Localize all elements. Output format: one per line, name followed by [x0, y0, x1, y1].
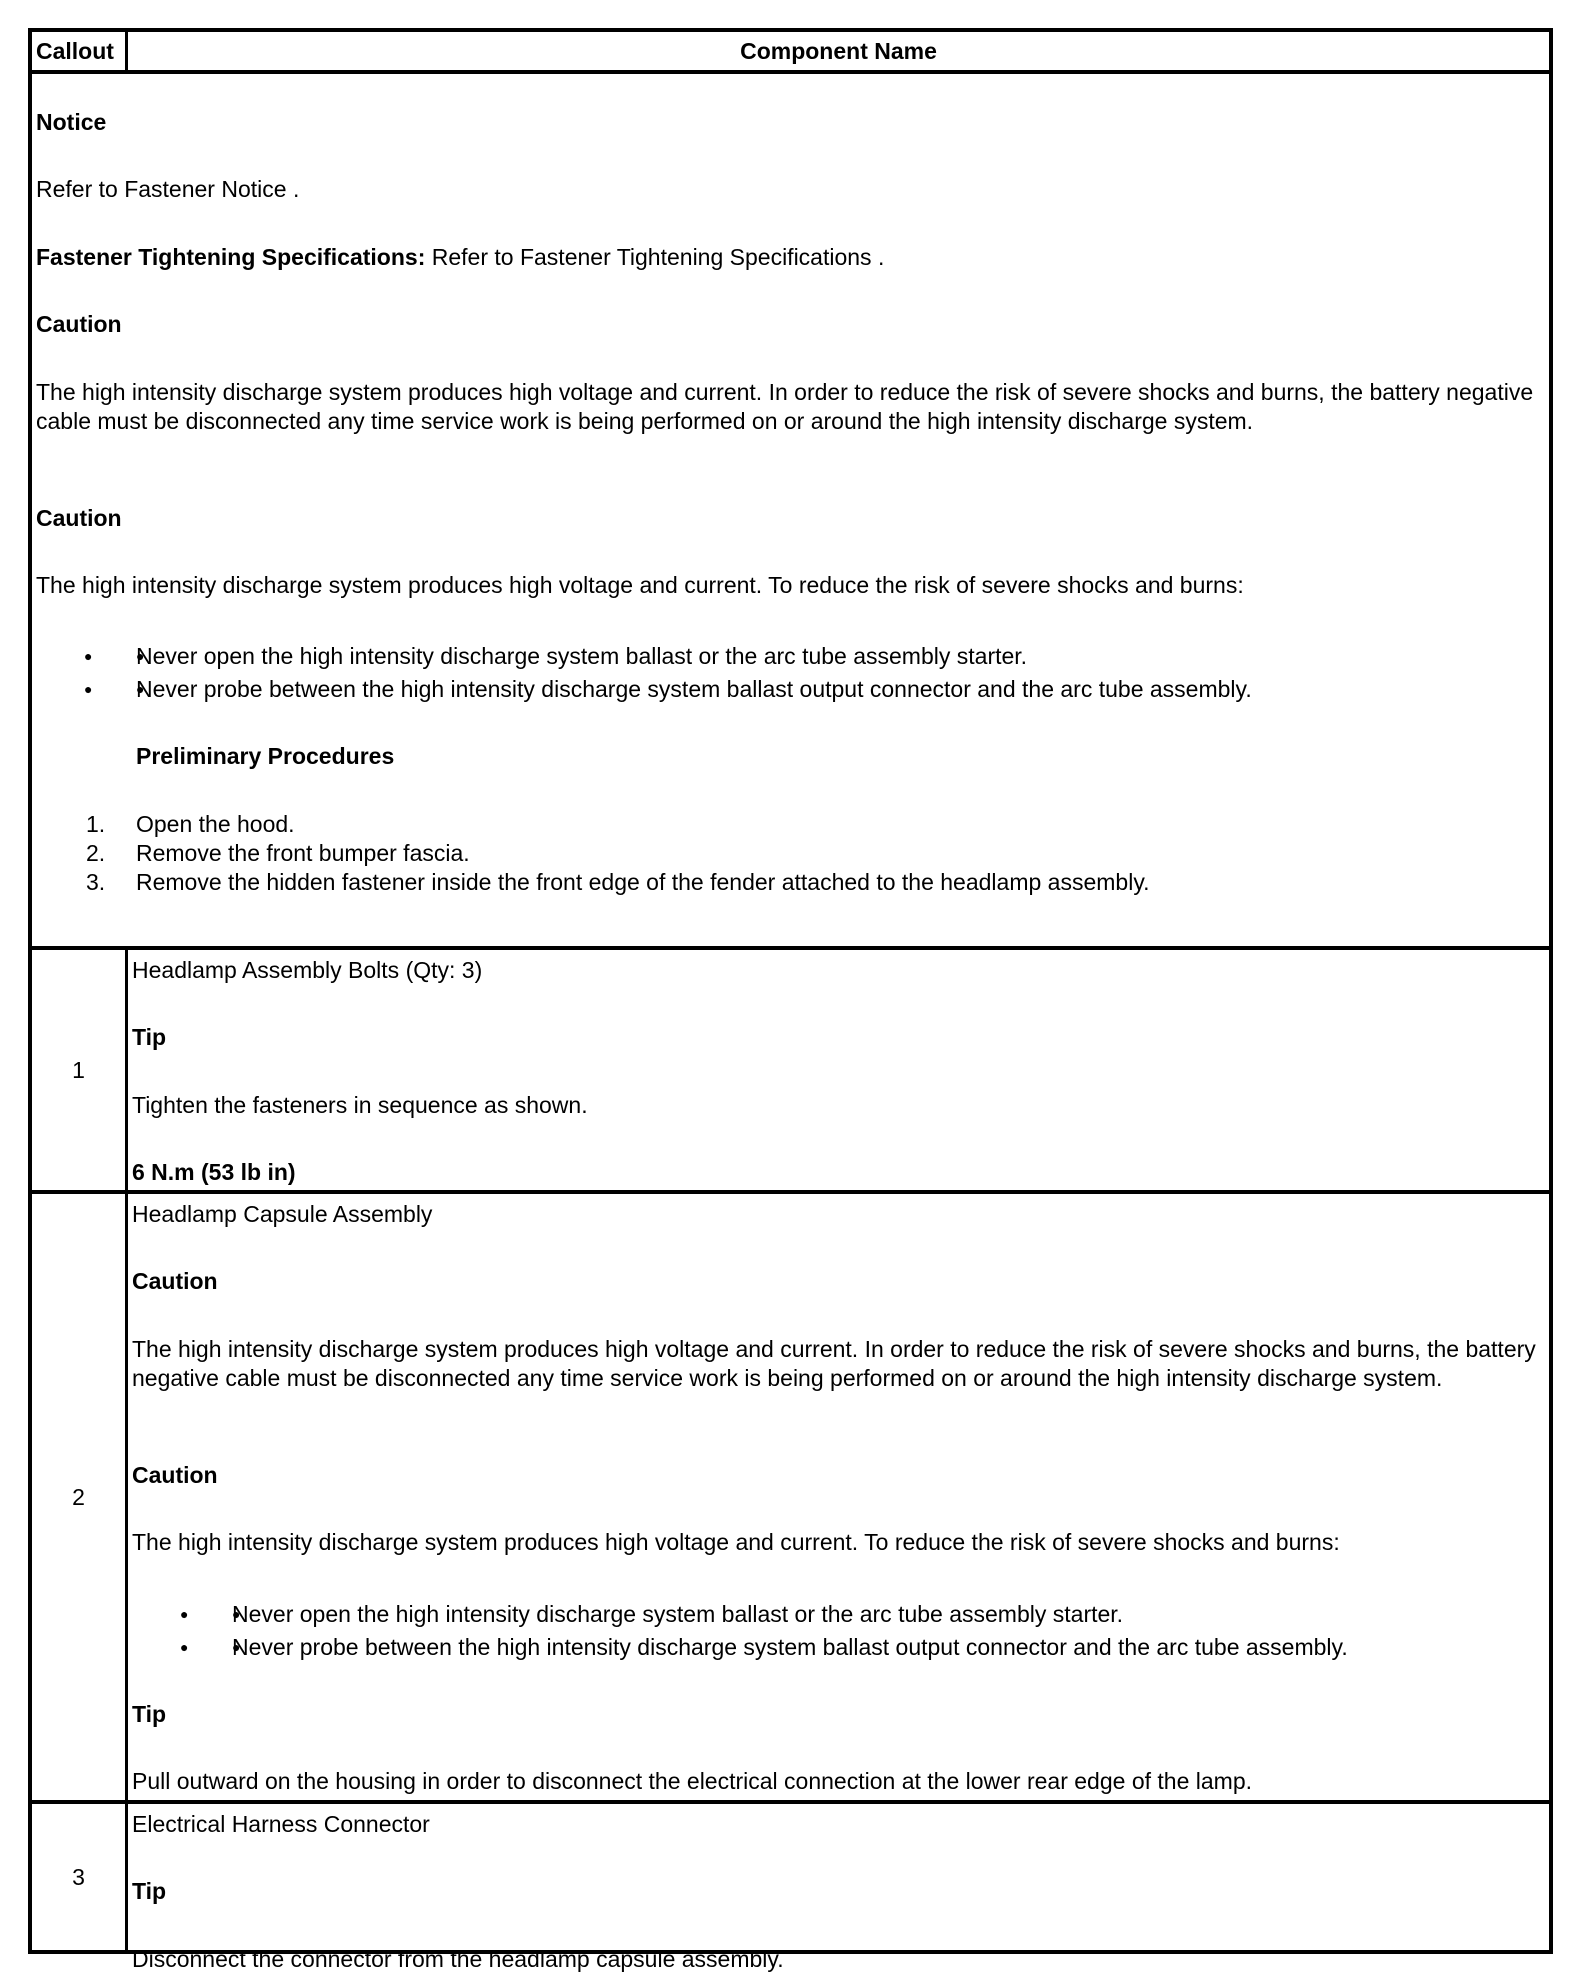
callout-column-header: Callout: [32, 32, 128, 70]
notice-text: Refer to Fastener Notice .: [36, 176, 300, 202]
tip-text: Tighten the fasteners in sequence as shown.: [132, 1092, 588, 1118]
preliminary-steps-list: [36, 810, 1541, 897]
caution-text: The high intensity discharge system produces high voltage and current. To reduce the risk of severe shocks and burns:: [36, 572, 1244, 598]
caution-bullet-list: [132, 1598, 1543, 1664]
tip-text: Disconnect the connector from the headlamp capsule assembly.: [132, 1946, 784, 1972]
caution-text: The high intensity discharge system produces high voltage and current. In order to reduce the risk of severe shocks and burns, the battery negative cable must be disconnected any time service work is being performed on or around the high intensity discharge system.: [132, 1336, 1536, 1391]
table-row: [32, 1190, 1549, 1800]
fastener-spec-label: Fastener Tightening Specifications:: [36, 244, 426, 270]
fastener-spec-text: Refer to Fastener Tightening Specifications .: [425, 244, 885, 270]
caution-heading: Caution: [36, 505, 122, 531]
table-row: [32, 946, 1549, 1190]
caution-heading: Caution: [132, 1462, 218, 1488]
tip-heading: Tip: [132, 1024, 167, 1050]
table-header: [32, 32, 1549, 74]
step-number: 1.: [86, 811, 106, 837]
tip-text: Pull outward on the housing in order to disconnect the electrical connection at the lower rear edge of the lamp.: [132, 1768, 1253, 1794]
caution-bullet-list: [36, 640, 1541, 706]
component-title: Electrical Harness Connector: [132, 1811, 430, 1837]
torque-spec: 6 N.m (53 lb in): [132, 1159, 296, 1185]
list-item: 1. Open the hood.: [86, 811, 295, 837]
component-title: Headlamp Capsule Assembly: [132, 1201, 433, 1227]
bullet-icon: ● ●: [84, 648, 93, 664]
component-table: [28, 28, 1553, 1972]
table-row: [32, 1800, 1549, 1972]
list-item: ● ● Never probe between the high intensity discharge system ballast output connector and the arc tube assembly.: [36, 673, 1541, 706]
list-item: ● ● Never probe between the high intensity discharge system ballast output connector and the arc tube assembly.: [132, 1631, 1543, 1664]
step-number: 3.: [86, 869, 106, 895]
list-item: ● ● Never open the high intensity discharge system ballast or the arc tube assembly starter.: [132, 1598, 1543, 1631]
notice-section: [32, 74, 1549, 946]
callout-number: 1: [32, 950, 128, 1190]
caution-text: The high intensity discharge system produces high voltage and current. To reduce the risk of severe shocks and burns:: [132, 1529, 1340, 1555]
component-title: Headlamp Assembly Bolts (Qty: 3): [132, 957, 483, 983]
component-name-column-header: Component Name: [740, 38, 937, 64]
tip-heading: Tip: [132, 1878, 167, 1904]
bullet-icon: ● ●: [180, 1606, 189, 1622]
bullet-icon: ● ●: [180, 1639, 189, 1655]
fastener-spec-line: [36, 243, 1541, 272]
list-item: ● ● Never open the high intensity discharge system ballast or the arc tube assembly starter.: [36, 640, 1541, 673]
tip-heading: Tip: [132, 1701, 167, 1727]
caution-text: The high intensity discharge system produces high voltage and current. In order to reduce the risk of severe shocks and burns, the battery negative cable must be disconnected any time service work is being performed on or around the high intensity discharge system.: [36, 379, 1534, 434]
caution-heading: Caution: [36, 311, 122, 337]
bullet-icon: ● ●: [84, 681, 93, 697]
preliminary-procedures-heading: Preliminary Procedures: [136, 743, 395, 769]
caution-heading: Caution: [132, 1268, 218, 1294]
list-item: 3. Remove the hidden fastener inside the front edge of the fender attached to the headlamp assembly.: [86, 869, 1150, 895]
list-item: 2. Remove the front bumper fascia.: [86, 840, 470, 866]
callout-number: 3: [32, 1804, 128, 1950]
notice-heading: Notice: [36, 109, 107, 135]
step-number: 2.: [86, 840, 106, 866]
callout-number: 2: [32, 1194, 128, 1800]
